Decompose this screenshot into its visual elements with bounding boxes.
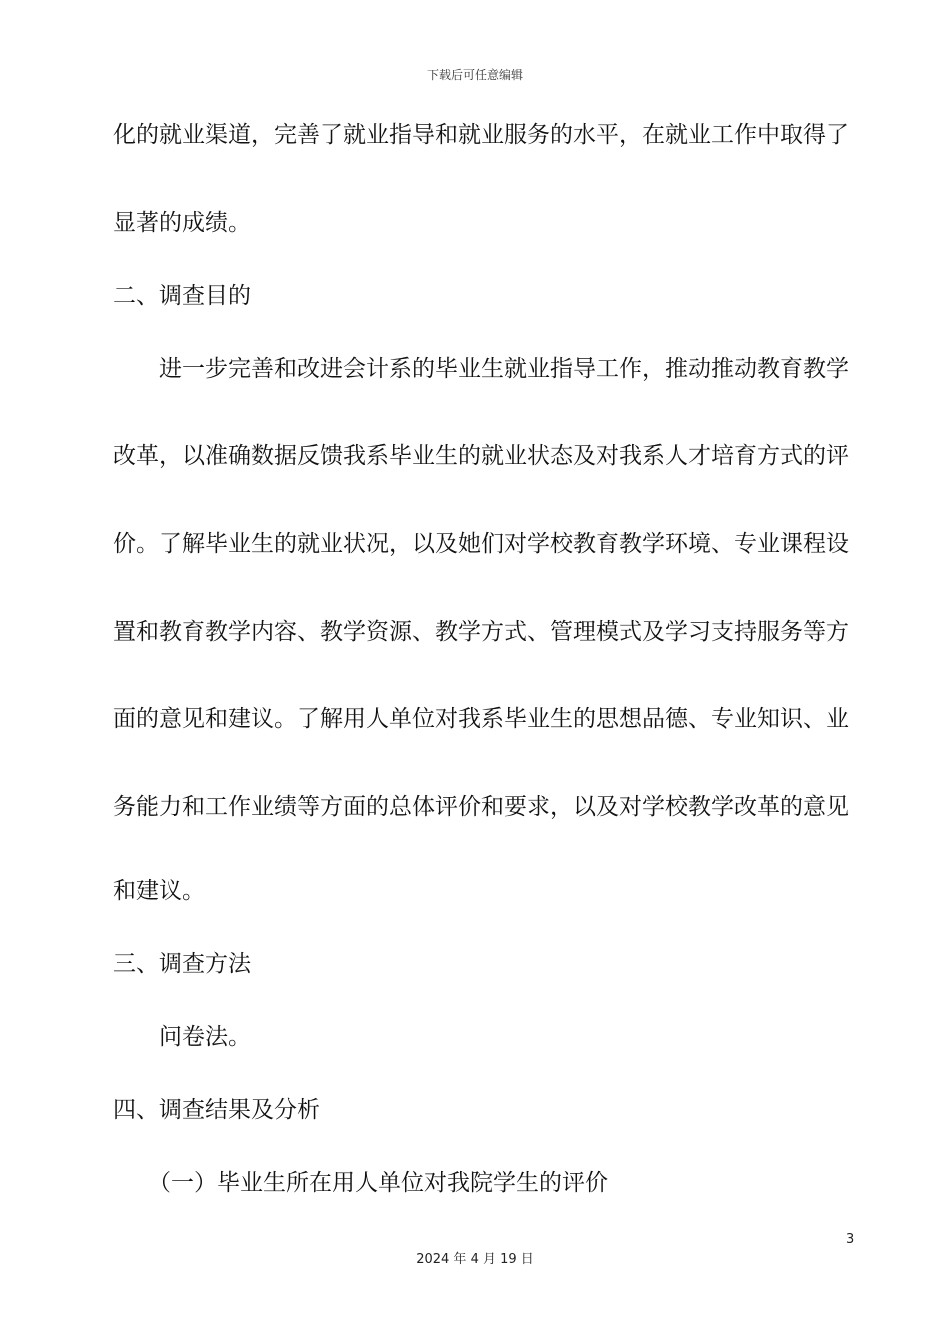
- paragraph-line: 改革，以准确数据反馈我系毕业生的就业状态及对我系人才培育方式的评: [113, 443, 849, 469]
- paragraph-line: 置和教育教学内容、教学资源、教学方式、管理模式及学习支持服务等方: [113, 619, 849, 645]
- paragraph-line: 和建议。: [113, 878, 205, 904]
- paragraph-line: 进一步完善和改进会计系的毕业生就业指导工作，推动推动教育教学: [159, 356, 849, 382]
- paragraph-line: 显著的成绩。: [113, 210, 251, 236]
- header-note: 下载后可任意编辑: [426, 68, 523, 82]
- section-heading-results: 四、调查结果及分析: [113, 1097, 320, 1123]
- page-number: 3: [846, 1232, 855, 1247]
- paragraph-line: 化的就业渠道，完善了就业指导和就业服务的水平，在就业工作中取得了: [113, 122, 849, 148]
- section-heading-purpose: 二、调查目的: [113, 283, 251, 309]
- paragraph-line: 问卷法。: [159, 1024, 251, 1050]
- paragraph-line: 务能力和工作业绩等方面的总体评价和要求，以及对学校教学改革的意见: [113, 794, 849, 820]
- paragraph-line: 面的意见和建议。了解用人单位对我系毕业生的思想品德、专业知识、业: [113, 706, 849, 732]
- paragraph-line: 价。了解毕业生的就业状况，以及她们对学校教育教学环境、专业课程设: [113, 531, 849, 557]
- subsection-heading: （一）毕业生所在用人单位对我院学生的评价: [148, 1170, 608, 1196]
- footer-date: 2024 年 4 月 19 日: [416, 1252, 534, 1267]
- section-heading-method: 三、调查方法: [113, 951, 251, 977]
